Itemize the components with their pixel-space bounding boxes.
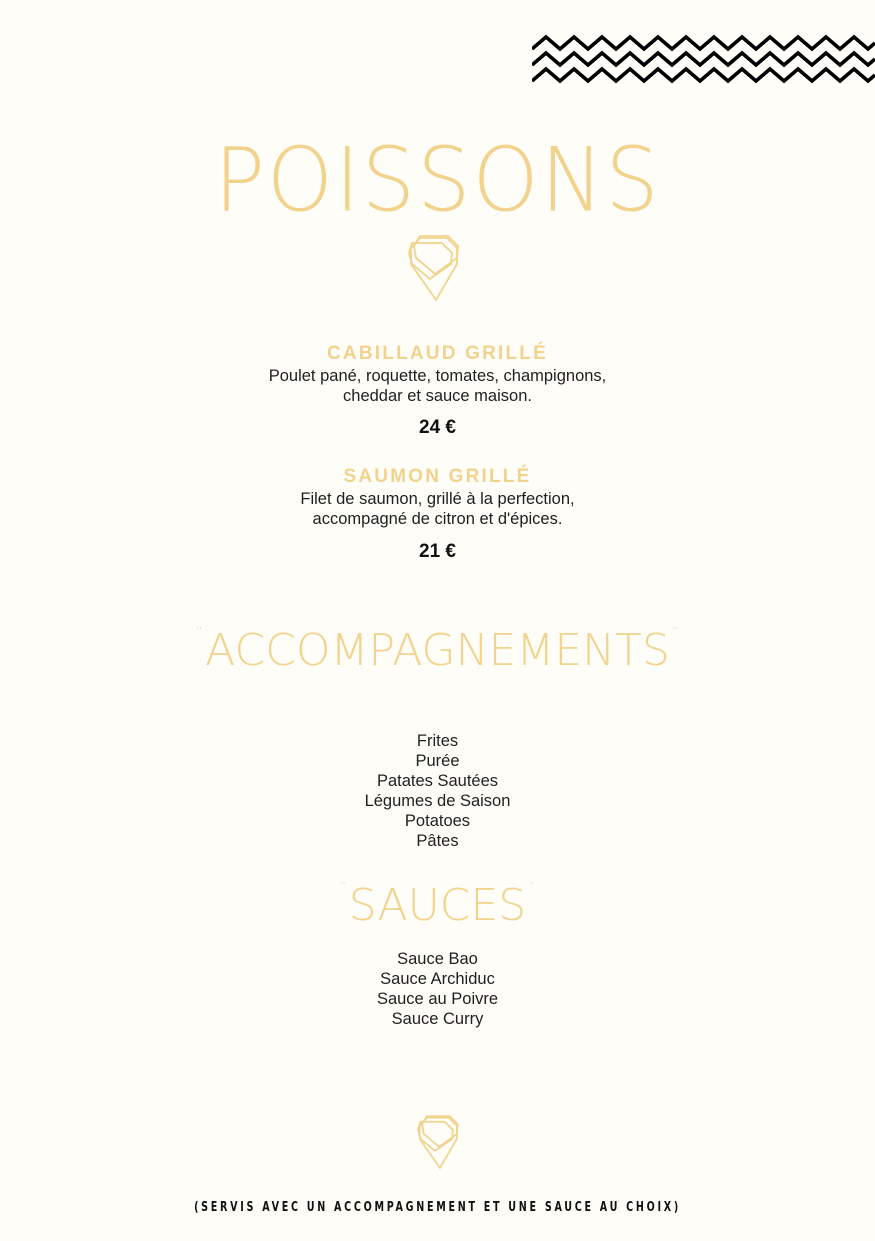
list-item: Potatoes [404,812,471,830]
decorative-dots: ¨ [337,879,349,903]
dish-description-line: Poulet pané, roquette, tomates, champignons, [268,367,607,385]
list-item: Pâtes [416,832,459,850]
dish-name: CABILLAUD GRILLÉ [327,343,548,364]
list-item: Frites [416,732,459,750]
sauces-title: SAUCES [348,880,527,931]
list-item: Sauce Archiduc [380,970,495,988]
decorative-dots: ¨ [526,879,538,903]
dish-name: SAUMON GRILLÉ [343,466,532,487]
diamond-gem-icon [414,1114,461,1170]
list-item: Sauce Bao [397,950,478,968]
sides-list [0,731,875,851]
dish-description-line: cheddar et sauce maison. [343,387,532,405]
dish-price: 21 € [419,541,456,562]
page-title: POISSONS [214,128,661,232]
footer-note: (SERVIS AVEC UN ACCOMPAGNEMENT ET UNE SAUCE AU CHOIX) [194,1200,681,1215]
list-item: Patates Sautées [376,772,499,790]
dish-description-line: accompagné de citron et d'épices. [312,510,563,528]
zigzag-pattern-icon [532,32,875,88]
dish-price: 24 € [419,417,456,438]
list-item: Purée [415,752,460,770]
sauces-list [0,949,875,1029]
decorative-dots: ¨ [194,624,206,648]
sauces-section-title [0,879,875,931]
list-item: Sauce au Poivre [376,990,499,1008]
dish-description-line: Filet de saumon, grillé à la perfection, [300,490,575,508]
decorative-dots: ¨ [669,624,681,648]
sides-title: ACCOMPAGNEMENTS [205,625,670,676]
dish-description [0,489,875,529]
sides-section-title [0,624,875,676]
diamond-gem-icon [404,234,462,302]
dish-description [0,366,875,406]
list-item: Sauce Curry [391,1010,484,1028]
list-item: Légumes de Saison [364,792,511,810]
